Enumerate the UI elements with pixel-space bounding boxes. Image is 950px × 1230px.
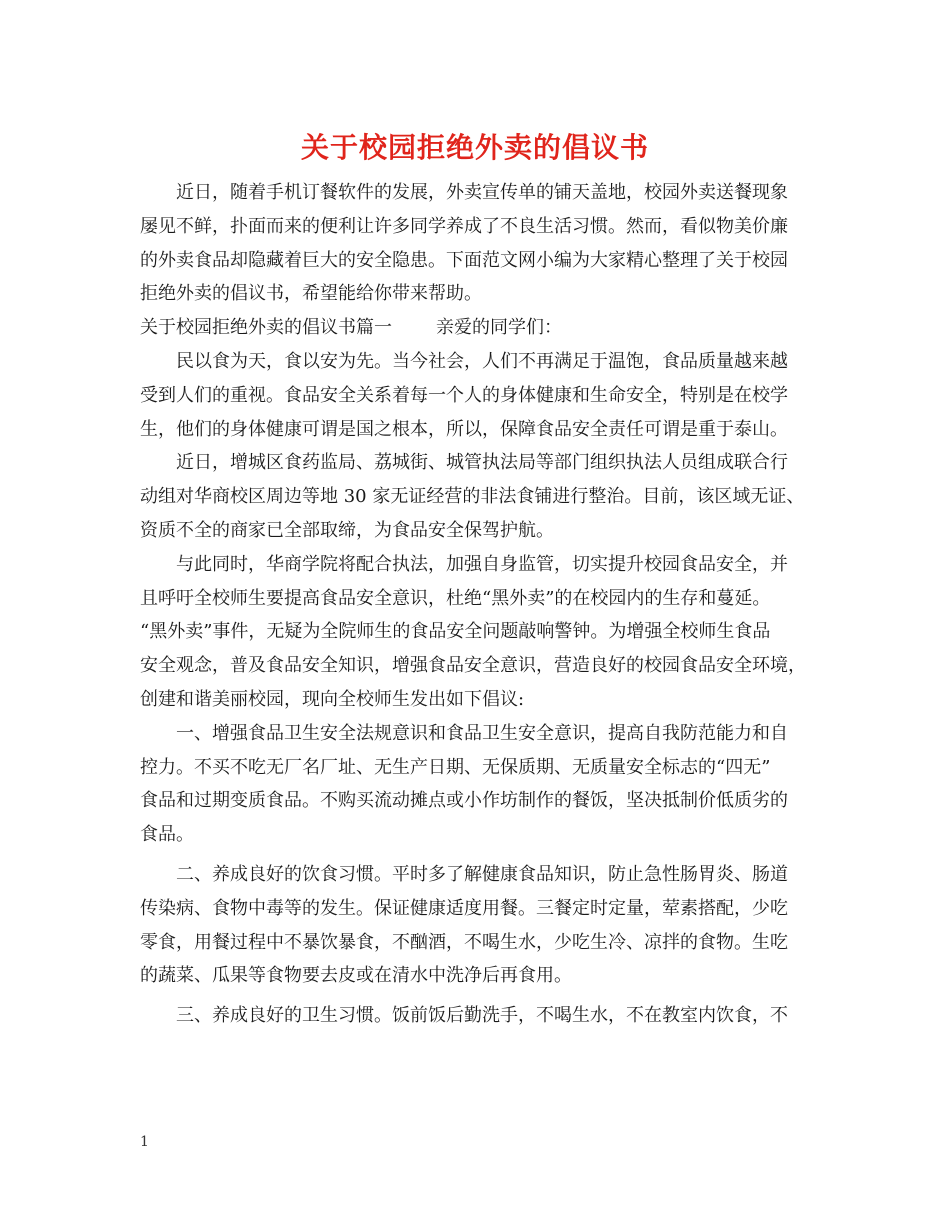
page-number: 1 [140, 1134, 149, 1150]
paragraph-line: 资质不全的商家已全部取缔，为食品安全保驾护航。 [140, 519, 554, 541]
paragraph-line: 与此同时，华商学院将配合执法，加强自身监管，切实提升校园食品安全，并 [176, 553, 788, 575]
paragraph-line: 民以食为天，食以安为先。当今社会，人们不再满足于温饱，食品质量越来越 [176, 350, 788, 372]
paragraph-line: 传染病、食物中毒等的发生。保证健康适度用餐。三餐定时定量，荤素搭配，少吃 [140, 897, 788, 919]
paragraph-line: 受到人们的重视。食品安全关系着每一个人的身体健康和生命安全，特别是在校学 [140, 384, 788, 406]
paragraph-line: 一、增强食品卫生安全法规意识和食品卫生安全意识，提高自我防范能力和自 [176, 722, 788, 744]
paragraph-line: 食品。 [140, 824, 194, 846]
section-heading: 关于校园拒绝外卖的倡议书篇一 [140, 317, 392, 339]
paragraph-line: 且呼吁全校师生要提高食品安全意识，杜绝“黑外卖”的在校园内的生存和蔓延。 [140, 587, 771, 609]
paragraph-line: 近日，增城区食药监局、荔城街、城管执法局等部门组织执法人员组成联合行 [176, 452, 788, 474]
salutation: 亲爱的同学们： [436, 317, 562, 339]
paragraph-line: 食品和过期变质食品。不购买流动摊点或小作坊制作的餐饭，坚决抵制价低质劣的 [140, 790, 788, 812]
paragraph-line: 创建和谐美丽校园，现向全校师生发出如下倡议: [140, 688, 525, 710]
paragraph-line: 的外卖食品却隐藏着巨大的安全隐患。下面范文网小编为大家精心整理了关于校园 [140, 249, 788, 271]
paragraph-line: 动组对华商校区周边等地 30 家无证经营的非法食铺进行整治。目前，该区域无证、 [140, 486, 805, 508]
paragraph-line: “黑外卖”事件，无疑为全院师生的食品安全问题敲响警钟。为增强全校师生食品 [140, 621, 771, 643]
paragraph-line: 近日，随着手机订餐软件的发展，外卖宣传单的铺天盖地，校园外卖送餐现象 [176, 182, 788, 203]
paragraph-line: 生，他们的身体健康可谓是国之根本，所以，保障食品安全责任可谓是重于泰山。 [140, 418, 788, 440]
paragraph-line: 安全观念，普及食品安全知识，增强食品安全意识，营造良好的校园食品安全环境， [140, 655, 806, 677]
paragraph-line: 屡见不鲜，扑面而来的便利让许多同学养成了不良生活习惯。然而，看似物美价廉 [140, 215, 788, 237]
paragraph-line: 控力。不买不吃无厂名厂址、无生产日期、无保质期、无质量安全标志的“四无” [140, 756, 771, 778]
paragraph-line: 的蔬菜、瓜果等食物要去皮或在清水中洗净后再食用。 [140, 965, 572, 987]
paragraph-line: 零食，用餐过程中不暴饮暴食，不酗酒，不喝生水，少吃生冷、凉拌的食物。生吃 [140, 931, 788, 953]
section-heading-line [140, 311, 820, 345]
document-body [140, 176, 820, 1033]
paragraph-line: 拒绝外卖的倡议书，希望能给你带来帮助。 [140, 283, 482, 305]
paragraph-line: 二、养成良好的饮食习惯。平时多了解健康食品知识，防止急性肠胃炎、肠道 [176, 863, 788, 885]
paragraph-line: 三、养成良好的卫生习惯。饭前饭后勤洗手，不喝生水，不在教室内饮食，不 [176, 1005, 788, 1027]
document-title: 关于校园拒绝外卖的倡议书 [300, 131, 649, 164]
